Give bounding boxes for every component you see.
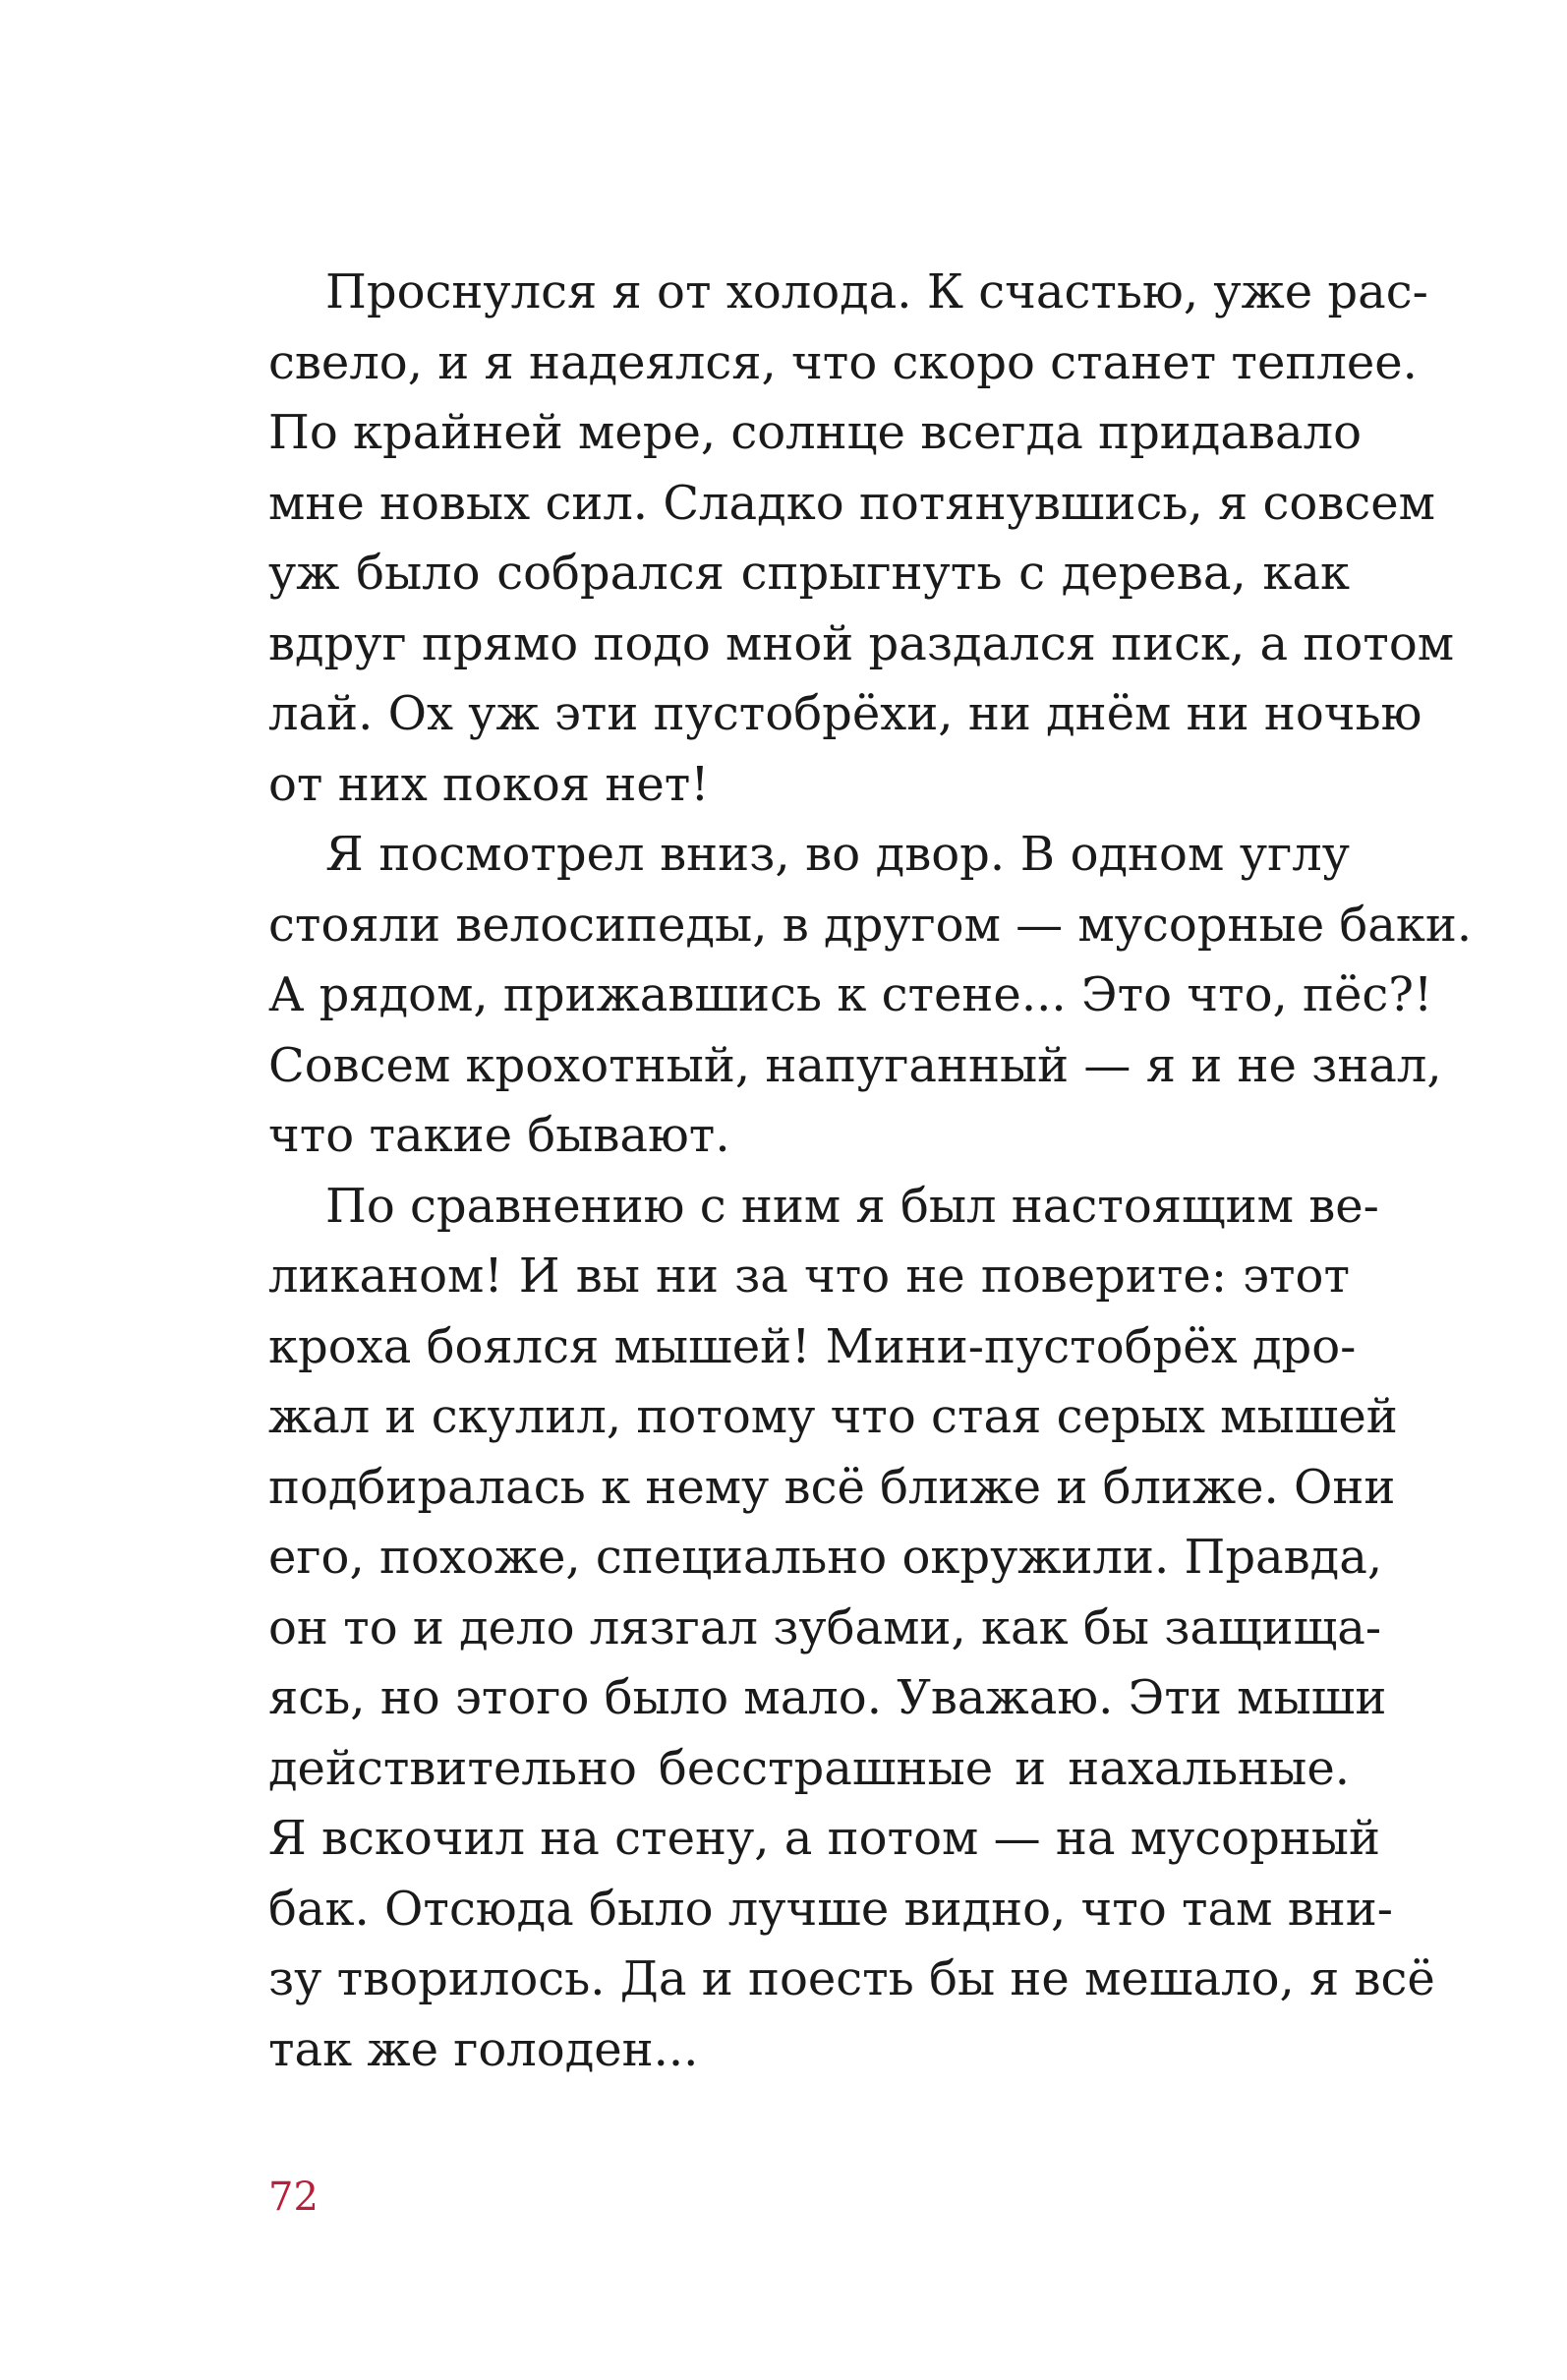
text-line: жал и скулил, потому что стая серых мышей — [268, 1389, 1398, 1444]
text-line: Проснулся я от холода. К счастью, уже рас- — [325, 264, 1428, 319]
text-line: бак. Отсюда было лучше видно, что там вни- — [268, 1881, 1393, 1937]
paragraph-3 — [268, 1172, 1435, 2086]
text-line: По крайней мере, солнце всегда придавало — [268, 405, 1362, 460]
text-line: что такие бывают. — [268, 1108, 730, 1163]
text-line: лай. Ох уж эти пустобрёхи, ни днём ни ночью — [268, 686, 1422, 741]
paragraph-1 — [268, 258, 1455, 820]
text-line: Я вскочил на стену, а потом — на мусорный — [268, 1811, 1380, 1866]
text-line: стояли велосипеды, в другом — мусорные баки. — [268, 897, 1473, 953]
text-line: вдруг прямо подо мной раздался писк, а потом — [268, 615, 1455, 671]
text-line: По сравнению с ним я был настоящим ве- — [325, 1178, 1379, 1234]
text-line: так же голоден... — [268, 2021, 699, 2077]
text-line: уж было собрался спрыгнуть с дерева, как — [268, 546, 1350, 601]
text-line: от них покоя нет! — [268, 756, 710, 812]
text-line: свело, и я надеялся, что скоро станет теплее. — [268, 334, 1418, 390]
paragraph-2 — [268, 820, 1473, 1172]
text-line: зу творилось. Да и поесть бы не мешало, я всё — [268, 1951, 1435, 2006]
page-number: 72 — [268, 2175, 319, 2220]
text-line: его, похоже, специально окружили. Правда, — [268, 1530, 1383, 1585]
text-line: ясь, но этого было мало. Уважаю. Эти мыши — [268, 1670, 1387, 1725]
body-text — [268, 258, 1473, 2085]
text-line: кроха боялся мышей! Мини-пустобрёх дро- — [268, 1318, 1357, 1374]
text-line: Я посмотрел вниз, во двор. В одном углу — [325, 827, 1350, 882]
text-line: действительно бесстрашные и нахальные. — [268, 1740, 1350, 1796]
text-line: Совсем крохотный, напуганный — я и не знал, — [268, 1037, 1442, 1093]
text-line: А рядом, прижавшись к стене... Это что, пёс?! — [268, 967, 1433, 1022]
text-line: подбиралась к нему всё ближе и ближе. Они — [268, 1459, 1396, 1515]
text-line: ликаном! И вы ни за что не поверите: этот — [268, 1248, 1350, 1304]
text-line: мне новых сил. Сладко потянувшись, я совсем — [268, 475, 1435, 531]
text-line: он то и дело лязгал зубами, как бы защища- — [268, 1599, 1382, 1655]
